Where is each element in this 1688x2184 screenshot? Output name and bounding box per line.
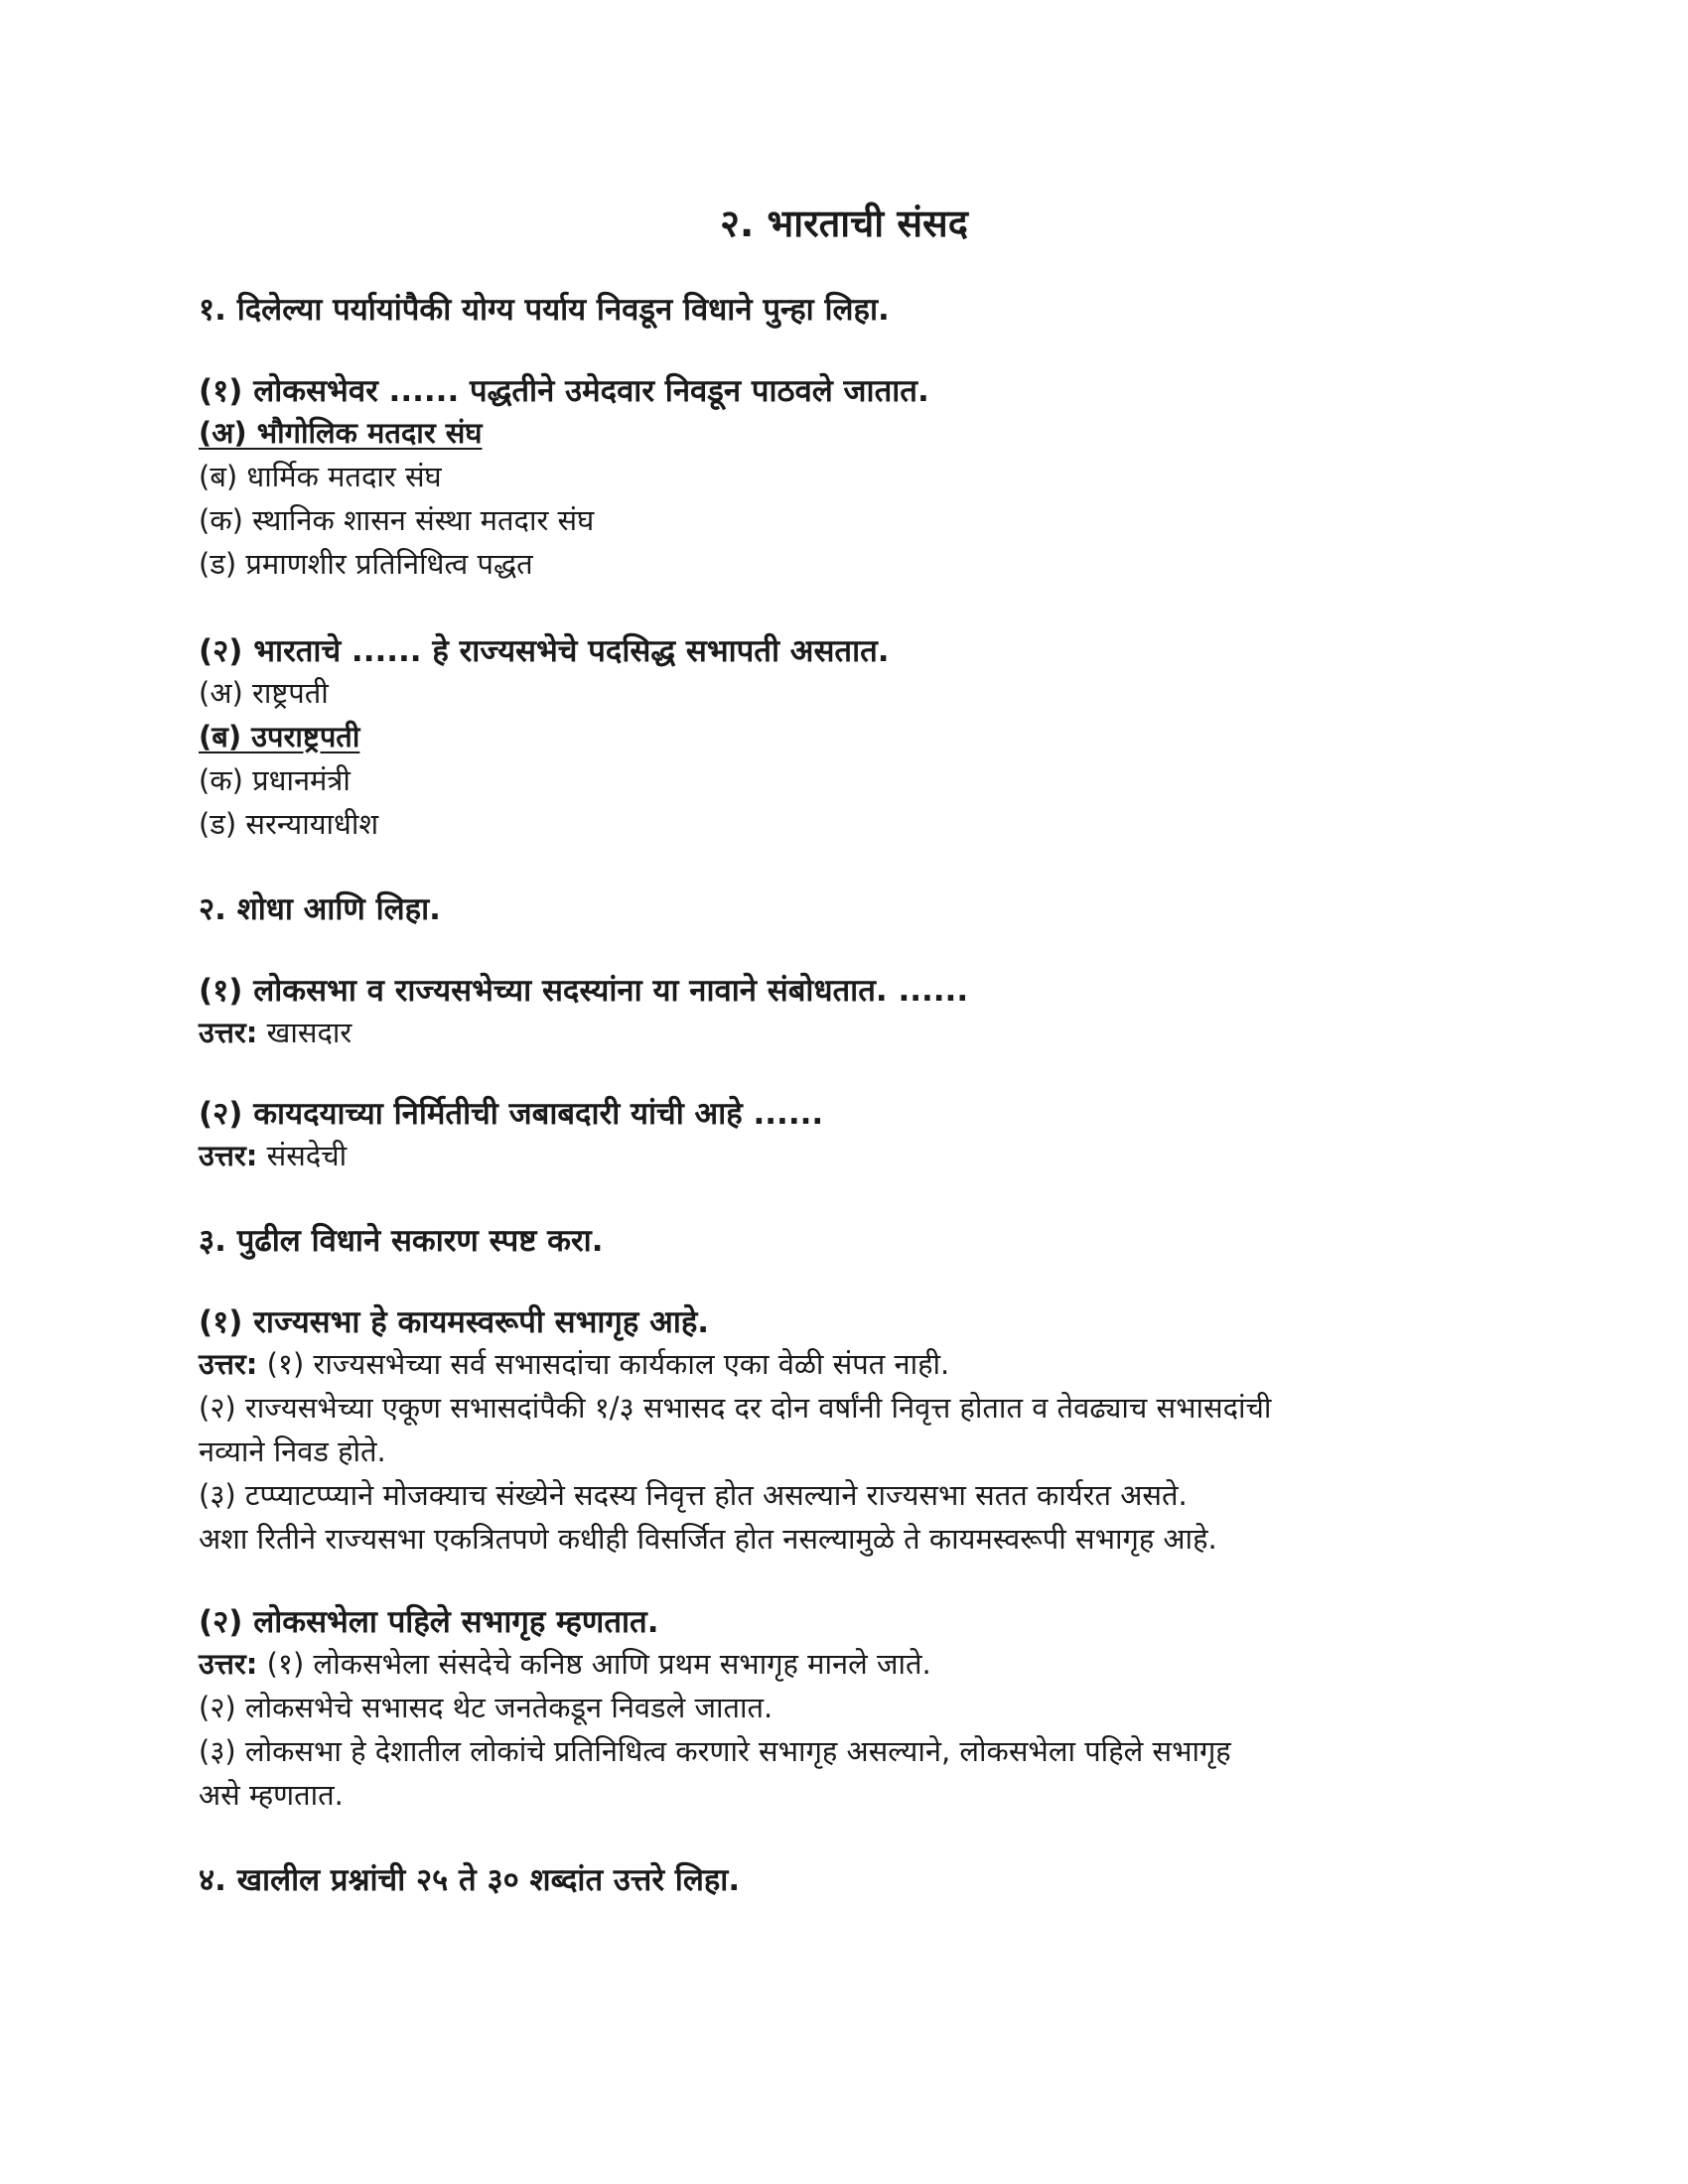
section-3-question-2: (२) लोकसभेला पहिले सभागृह म्हणतात. (199, 1604, 659, 1640)
answer-text: खासदार (257, 1016, 352, 1049)
answer-label: उत्तर: (199, 1647, 258, 1681)
answer-text: (१) राज्यसभेच्या सर्व सभासदांचा कार्यकाल एका वेळी संपत नाही. (257, 1347, 950, 1381)
answer-label: उत्तर: (199, 1016, 258, 1049)
section-1-question-1: (१) लोकसभेवर ...... पद्धतीने उमेदवार निवडून पाठवले जातात. (199, 373, 929, 409)
section-1-heading: १. दिलेल्या पर्यायांपैकी योग्य पर्याय निवडून विधाने पुन्हा लिहा. (199, 292, 890, 328)
answer-text: संसदेची (257, 1139, 348, 1172)
section-3-q1-answer-line-3: नव्याने निवड होते. (199, 1434, 386, 1468)
section-3-heading: ३. पुढील विधाने सकारण स्पष्ट करा. (199, 1223, 604, 1259)
page-title: २. भारताची संसद (720, 202, 968, 245)
section-4-heading: ४. खालील प्रश्नांची २५ ते ३० शब्दांत उत्तरे लिहा. (199, 1862, 741, 1898)
section-3-q2-answer-line-1 (199, 1644, 931, 1683)
section-2-answer-2 (199, 1136, 347, 1174)
section-3-q2-answer-line-2: (२) लोकसभेचे सभासद थेट जनतेकडून निवडले जातात. (199, 1691, 774, 1724)
q2-option-a: (अ) राष्ट्रपती (199, 676, 329, 710)
q2-option-b-correct: (ब) उपराष्ट्रपती (199, 720, 360, 753)
section-3-q1-answer-line-2: (२) राज्यसभेच्या एकूण सभासदांपैकी १/३ सभासद दर दोन वर्षांनी निवृत्त होतात व तेवढ्याच सभासदांची (199, 1391, 1272, 1425)
section-2-answer-1 (199, 1013, 352, 1051)
q2-option-c: (क) प्रधानमंत्री (199, 763, 351, 797)
section-2-question-1: (१) लोकसभा व राज्यसभेच्या सदस्यांना या नावाने संबोधतात. ...... (199, 973, 969, 1009)
section-1-question-2: (२) भारताचे ...... हे राज्यसभेचे पदसिद्ध सभापती असतात. (199, 633, 890, 669)
q1-option-d: (ड) प्रमाणशीर प्रतिनिधित्व पद्धत (199, 547, 533, 581)
section-3-q1-answer-line-1 (199, 1344, 949, 1383)
section-3-q1-answer-line-4: (३) टप्प्याटप्प्याने मोजक्याच संख्येने सदस्य निवृत्त होत असल्याने राज्यसभा सतत कार्यरत असते. (199, 1478, 1188, 1512)
answer-label: उत्तर: (199, 1139, 258, 1172)
section-3-q2-answer-line-3: (३) लोकसभा हे देशातील लोकांचे प्रतिनिधित्व करणारे सभागृह असल्याने, लोकसभेला पहिले सभागृह (199, 1734, 1231, 1768)
q1-option-c: (क) स्थानिक शासन संस्था मतदार संघ (199, 503, 595, 537)
section-2-heading: २. शोधा आणि लिहा. (199, 891, 441, 927)
section-2-question-2: (२) कायदयाच्या निर्मितीची जबाबदारी यांची आहे ...... (199, 1096, 824, 1132)
answer-label: उत्तर: (199, 1347, 258, 1381)
q2-option-d: (ड) सरन्यायाधीश (199, 807, 379, 841)
section-3-q1-answer-line-5: अशा रितीने राज्यसभा एकत्रितपणे कधीही विसर्जित होत नसल्यामुळे ते कायमस्वरूपी सभागृह आहे. (199, 1522, 1217, 1556)
section-3-q2-answer-line-4: असे म्हणतात. (199, 1778, 344, 1812)
answer-text: (१) लोकसभेला संसदेचे कनिष्ठ आणि प्रथम सभागृह मानले जाते. (257, 1647, 931, 1681)
q1-option-a-correct: (अ) भौगोलिक मतदार संघ (199, 416, 483, 450)
q1-option-b: (ब) धार्मिक मतदार संघ (199, 460, 442, 493)
section-3-question-1: (१) राज्यसभा हे कायमस्वरूपी सभागृह आहे. (199, 1304, 710, 1340)
